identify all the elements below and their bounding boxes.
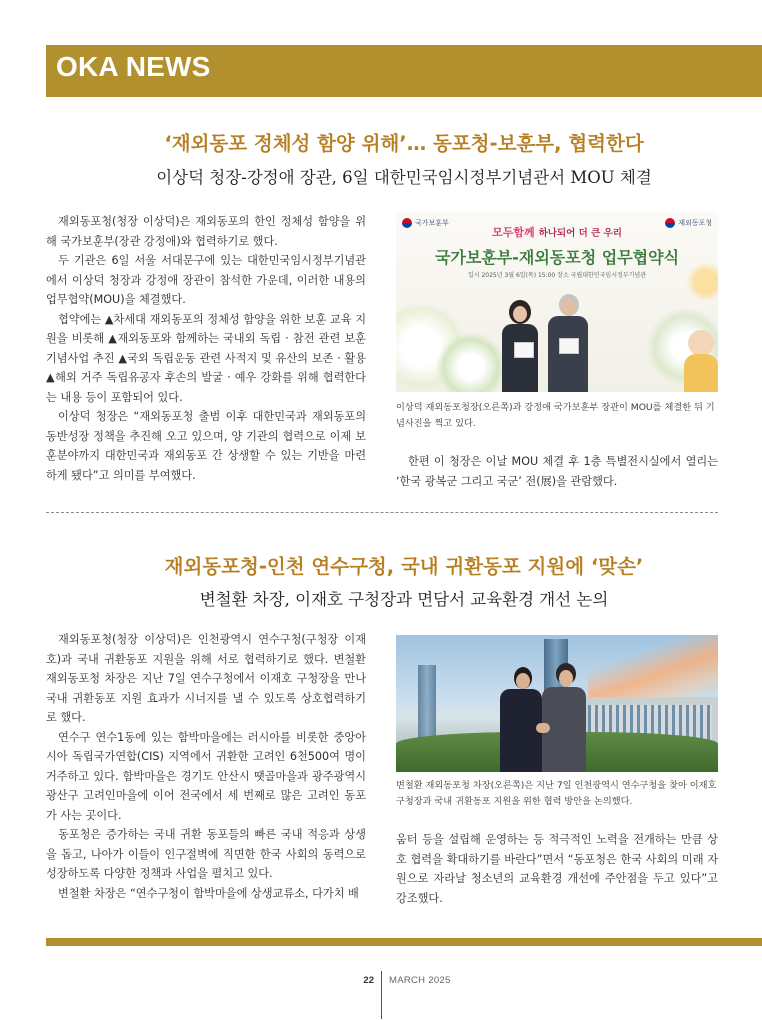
bottom-accent-bar bbox=[46, 938, 762, 946]
article1-paragraph: 두 기관은 6일 서울 서대문구에 있는 대한민국임시정부기념관에서 이상덕 청장과 강정애 장관이 참석한 가운데, 이러한 내용의 업무협약(MOU)을 체결했다. bbox=[46, 254, 366, 306]
article2-right-column bbox=[396, 830, 718, 908]
article1-photo-caption: 이상덕 재외동포청장(오른쪽)과 강정애 국가보훈부 장관이 MOU를 체결한 뒤 기념사진을 찍고 있다. bbox=[396, 402, 715, 429]
person-face bbox=[562, 300, 576, 316]
banner-info: 일시 2025년 3월 6일(목) 15:00 장소 국립대한민국임시정부기념관 bbox=[467, 272, 647, 279]
section-title: OKA NEWS bbox=[56, 51, 211, 82]
article1-paragraph: 재외동포청(청장 이상덕)은 재외동포의 한인 정체성 함양을 위해 국가보훈부(장관 강정애)와 협력하기로 했다. bbox=[46, 215, 366, 248]
banner-slogan: 모두함께 하나되어 더 큰 우리 bbox=[492, 226, 622, 239]
section-header-bar bbox=[46, 45, 762, 97]
page-number: 22 bbox=[363, 975, 374, 986]
article1-headline: ‘재외동포 정체성 함양 위해’… 동포청-보훈부, 협력한다 bbox=[164, 132, 644, 155]
article2-paragraph: 연수구 연수1동에 있는 함박마을에는 러시아를 비롯한 중앙아시아 독립국가연합(CIS) 지역에서 귀환한 고려인 6천500여 명이 거주하고 있다. 함박마을은 경기도 안산시 땟골마을과 광주광역시 광산구 고려인마을에 이어 전국에서 세 번째로 많은 고려인 동포가 사는 곳이다. bbox=[46, 730, 366, 822]
article2-paragraph: 재외동포청(청장 이상덕)은 인천광역시 연수구청(구청장 이재호)과 국내 귀환동포 지원을 위해 서로 협력하기로 했다. 변철환 재외동포청 차장은 지난 7일 연수구청에서 이재호 구청장을 만나 국내 귀환동포 지원 효과가 시너지를 낼 수 있도록 상호협력하기로 했다. bbox=[46, 633, 366, 724]
article1-paragraph: 협약에는 ▲차세대 재외동포의 정체성 함양을 위한 보훈 교육 지원을 비롯해 ▲재외동포와 함께하는 국내외 독립 · 참전 관련 보훈기념사업 추진 ▲국외 독립운동 관련 사적지 및 유산의 보존 · 활용 ▲해외 거주 독립유공자 후손의 발굴 · 예우 강화를 위해 협력한다는 내용 등이 포함되어 있다. bbox=[46, 312, 366, 404]
article2-headline: 재외동포청-인천 연수구청, 국내 귀환동포 지원에 ‘맞손’ bbox=[164, 555, 644, 578]
article2-subhead: 변철환 차장, 이재호 구청장과 면담서 교육환경 개선 논의 bbox=[199, 590, 609, 609]
person-body bbox=[548, 316, 588, 392]
logo-mpva: 국가보훈부 bbox=[402, 218, 449, 228]
sun-decoration bbox=[686, 262, 718, 302]
person-face bbox=[559, 670, 573, 687]
article1-left-column bbox=[46, 212, 366, 485]
banner-title: 국가보훈부-재외동포청 업무협약식 bbox=[434, 248, 680, 267]
article-divider bbox=[46, 512, 718, 513]
person-body bbox=[502, 324, 538, 392]
article1-right-column bbox=[396, 452, 718, 491]
article2-photo bbox=[396, 635, 718, 772]
person-face bbox=[513, 306, 527, 322]
article1-photo bbox=[396, 212, 718, 392]
footer-separator bbox=[381, 971, 382, 1019]
article1-paragraph: 한편 이 청장은 이날 MOU 체결 후 1층 특별전시실에서 열리는 ‘한국 광복군 그리고 국군’ 전(展)을 관람했다. bbox=[396, 455, 718, 488]
handshake bbox=[536, 723, 550, 733]
article2-paragraph: 동포청은 증가하는 국내 귀환 동포들의 빠른 국내 적응과 상생을 돕고, 나아가 이들이 인구절벽에 직면한 한국 사회의 동력으로 성장하도록 다양한 정책과 사업을 펼치고 있다. bbox=[46, 828, 366, 880]
article2-left-column bbox=[46, 630, 366, 903]
article1-subhead: 이상덕 청장-강정애 장관, 6일 대한민국임시정부기념관서 MOU 체결 bbox=[156, 168, 652, 187]
issue-label: MARCH 2025 bbox=[389, 975, 451, 986]
article2-paragraph: 변철환 차장은 “연수구청이 함박마을에 상생교류소, 다가치 배 bbox=[58, 886, 359, 900]
mou-document bbox=[559, 338, 579, 354]
article1-paragraph: 이상덕 청장은 “재외동포청 출범 이후 대한민국과 재외동포의 동반성장 정책을 추진해 오고 있으며, 양 기관의 협력으로 이제 보훈분야까지 대한민국과 재외동포 간 상생할 수 있는 기반을 마련하게 됐다”고 의미를 부여했다. bbox=[46, 410, 366, 482]
logo-oka: 재외동포청 bbox=[665, 218, 712, 228]
illustration-child-body bbox=[684, 354, 718, 392]
mou-document bbox=[514, 342, 534, 358]
article2-photo-caption: 변철환 재외동포청 차장(오른쪽)은 지난 7일 인천광역시 연수구청을 찾아 이재호 구청장과 국내 귀환동포 지원을 위한 협력 방안을 논의했다. bbox=[396, 780, 717, 807]
article2-paragraph: 움터 등을 설립해 운영하는 등 적극적인 노력을 전개하는 만큼 상호 협력을 확대하기를 바란다”면서 “동포청은 한국 사회의 미래 자원으로 자라날 청소년의 교육환경 개선에 주안점을 두고 있다”고 강조했다. bbox=[396, 833, 718, 905]
illustration-child bbox=[688, 330, 714, 356]
person-face bbox=[516, 673, 530, 689]
